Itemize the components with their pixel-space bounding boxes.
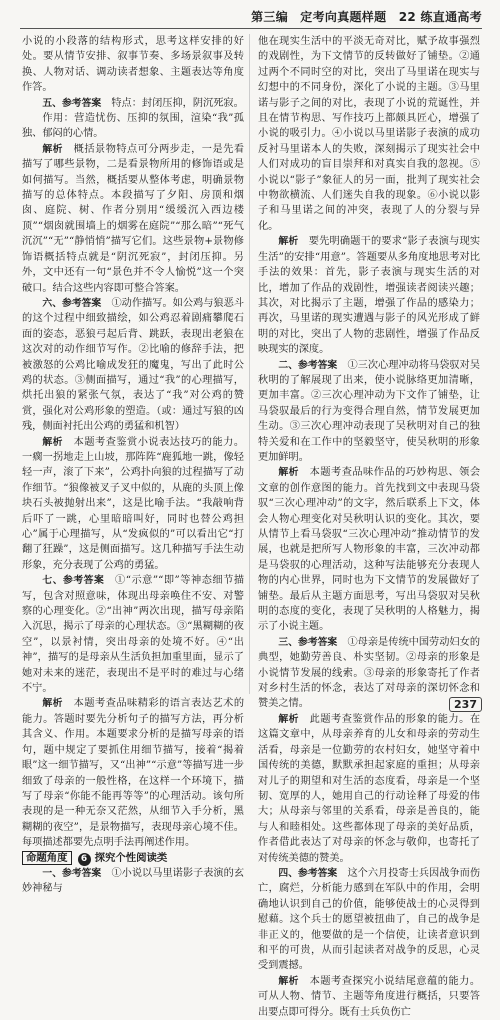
answer-label: 四、参考答案 [278,867,338,879]
analysis-label: 解析 [42,436,63,448]
page-number: 237 [449,697,482,712]
analysis-label: 解析 [42,698,63,710]
answer-paragraph [22,573,244,696]
analysis-label: 解析 [278,236,299,248]
answer-paragraph [258,635,480,712]
answer-paragraph [258,866,480,974]
analysis-paragraph [258,712,480,866]
answer-text: ①三次心理冲动将马袋驭对吴秋明的了解展现了出来，使小说脉络更加清晰，更加丰富。②三次心理冲动为下文作了铺垫，让马袋驭最后的行为变得合理自然，情节发展更加生动。③三次心理冲动表现了吴秋明对自己的独特关爱和在工作中的坚毅坚守，使吴秋明的形象更加鲜明。 [258,359,481,463]
answer-text: ①母亲是传统中国劳动妇女的典型，她勤劳善良、朴实坚韧。②母亲的形象是小说情节发展的线索。③母亲的形象寄托了作者对乡村生活的怀念，表达了对母亲的深切怀念和赞美之情。 [258,636,481,710]
answer-text: 这个六月投寄士兵因战争而伤亡，腐烂，分析能力感到在军队中的作用，会明确地认识到自己的价值，能够使战士的心灵得到慰藉。这个兵士的愿望被扭曲了，自己的战争是非正义的，他要做的是一个信使，让读者意识到和平的可贵，从而引起读者对战争的反思，心灵受到震撼。 [258,867,481,972]
answer-paragraph [22,96,244,111]
analysis-label: 解析 [42,143,63,155]
section-number: 6 [78,853,91,866]
analysis-paragraph [258,974,480,1020]
section-tag: 命题角度 [22,851,72,865]
analysis-paragraph [258,465,480,634]
answer-label: 二、参考答案 [278,359,338,371]
analysis-label: 解析 [278,467,299,479]
page-footer [449,698,482,711]
page-header [20,6,482,29]
analysis-text: 概括景物特点可分两步走，一是先看描写了哪些景物，二是看景物所用的修饰语或是如何描写。当然，概括要从整体考虑，明确景物描写的总体特点。本段描写了夕阳、房顶和烟囱、庭院、树、作者分别用“缓缓沉入西边楼顶”“烟囱就围墙上的烟雾在庭院”“那么暗”“死气沉沉”“无”“静悄悄”描写它们。这些景物+景物修饰语概括特点就是“阴沉死寂”，封闭压抑。另外，文中还有一句“景色并不令人愉悦”这一个突破口。结合这些内容即可整合答案。 [22,143,245,294]
answer-paragraph [258,358,480,466]
paragraph: 小说的小段落的结构形式，思考这样安排的好处。要从情节安排、叙事节奏、多场景叙事及转换、人物对话、调动读者想象、主题表达等角度作答。 [22,36,244,94]
running-title: 第三编 定考向真题样题 22 练直通高考 [251,10,482,24]
left-column [22,34,244,897]
answer-label: 一、参考答案 [42,867,102,879]
paragraph: 作用：营造忧伤、压抑的氛围，渲染“我”孤独、郁闷的心情。 [22,113,244,140]
answer-label: 五、参考答案 [42,97,102,109]
right-column [258,34,480,1020]
analysis-paragraph [22,435,244,574]
section-title: 探究个性阅读类 [94,851,168,864]
analysis-label: 解析 [278,975,299,987]
analysis-label: 解析 [278,713,299,725]
analysis-paragraph [22,142,244,296]
section-heading [22,851,244,866]
answer-label: 七、参考答案 [42,575,105,587]
answer-label: 三、参考答案 [278,636,338,648]
analysis-text: 本题考查品味精彩的语言表达艺术的能力。答题时要先分析句子的描写方法，再分析其含义、作用。本题要求分析的是描写母亲的语句，题中规定了要抓住用细节描写，接着“揭着眼”这一细节描写，又“出神”“示意”等描写进一步细致了母亲的一般性格，在这样一个环境下，描写了母亲“你能不能再等等”的心理活动。该句所表现的是一种无奈又茫然，从细节入手分析，黑糊糊的夜空”，是景物描写，表现母亲心境不佳。每项描述都要先点明手法再阐述作用。 [22,698,245,849]
analysis-text: 此题考查鉴赏作品的形象的能力。在这篇文章中，从母亲养育的儿女和母亲的劳动生活看，母亲是一位勤劳的农村妇女，她坚守着中国传统的美德，默默承担起家庭的重担；从母亲对儿子的期望和对生活的态度看，母亲是一个坚韧、宽厚的人，她用自己的行动诠释了母爱的伟大；从母亲与邻里的关系看，母亲是善良的，能与人和睦相处。这些都体现了母亲的美好品质，作者借此表达了对母亲的怀念与敬仰，也寄托了对传统美德的赞美。 [258,713,481,864]
answer-paragraph [22,866,244,897]
analysis-text: 本题考查品味作品的巧妙构思、领会文章的创作意图的能力。首先找到文中表现马袋驭“三次心理冲动”的文字，然后联系上下文，体会人物心理变化对吴秋明认识的变化。其次，要从情节上看马袋驭“三次心理冲动”推动情节的发展，也就是把所写人物形象的丰富，三次冲动都是马袋驭的心理活动，这种写法能够充分表现人物的内心世界，同时也为下文情节的发展做好了铺垫。最后从主题方面思考，写出马袋驭对吴秋明的态度的变化，表现了吴秋明的人格魅力，揭示了小说主题。 [258,467,481,633]
answer-text: 特点：封闭压抑，阴沉死寂。 [111,97,244,109]
paragraph: 他在现实生活中的平淡无奇对比，赋予故事强烈的戏剧性，为下文情节的反转做好了铺垫。②通过两个不同时空的对比，突出了马里诺在现实与幻想中的不同身份，深化了小说的主题。③马里诺与影子之间的对比，表现了小说的荒诞性，并且在情节构思、写作技巧上都颇具匠心，增强了小说的吸引力。④小说以马里诺影子表演的成功反衬马里诺本人的失败，深刻揭示了现实社会中人们对成功的盲目崇拜和对真实自我的忽视。⑤小说以“影子”象征人的另一面，批判了现实社会中物欲横流、人们迷失自我的现象。⑥小说以影子和马里诺之间的冲突，表现了人的分裂与异化。 [258,36,480,232]
answer-paragraph [22,296,244,435]
answer-text: ①动作描写。如公鸡与狼恶斗的这个过程中细致描绘，如公鸡忍着剧痛攀爬石面的姿态，恶狼弓起后背、跳跃，表现出老狼在这次对的动作细节写作。②比喻的修辞手法，把被激怒的公鸡比喻成发狂的魔鬼，写出了此时公鸡的状态。③侧面描写，通过“我”的心理描写，烘托出狼的紧张气氛，表达了“我”对公鸡的赞赏，强化对公鸡形象的塑造。（或：通过写狼的凶残，侧面衬托出公鸡的勇猛和机智） [22,297,245,433]
answer-text: ①“示意”“即”等神态细节描写，包含对照意味，体现出母亲唤住不安、对警察的心理变化。②“出神”两次出现，描写母亲陷入沉思，揭示了母亲的心理状态。③“黑糊糊的夜空”，以景衬情，突出母亲的处境不好。④“出神”，描写的是母亲从生活负担加重里面，显示了她对未来的迷茫，表现出不是平时的难过与心绪不宁。 [22,575,245,695]
answer-text: ①小说以马里诺影子表演的玄妙神秘与 [22,867,245,895]
analysis-text: 本题考查探究小说结尾意蕴的能力。可从人物、情节、主题等角度进行概括，只要答出要点即可得分。既有士兵负伤亡 [258,975,481,1018]
answer-label: 六、参考答案 [42,297,102,309]
analysis-text: 本题考查鉴赏小说表达技巧的能力。一瘸一拐地走上山坡，那阵阵“鹿狐地一跳，像轻轻一声，滚了下来”，公鸡扑向狼的过程描写了动作细节。“狼像被叉子叉中似的，从鹿的头顶上像块石头被抛射出来”，这是比喻手法。“我敲响背后吓了一跳，心里暗暗叫好，同时也替公鸡担心”属于心理描写，从“发疯似的”可以看出它“打翻了狂躁”，这是侧面描写。这几种描写手法生动形象，充分表现了公鸡的勇猛。 [22,436,245,571]
analysis-text: 要先明确题干的要求“影子表演与现实生活”的安排“用意”。答题要从多角度地思考对比手法的效果：首先，影子表演与现实生活的对比，增加了作品的戏剧性，增强读者阅读兴趣；其次，对比揭示了主题，增强了作品的感染力；再次，马里诺的现实遭遇与影子的风光形成了鲜明的对比，突出了人物的悲剧性，增强了作品反映现实的深度。 [258,236,481,356]
analysis-paragraph [22,696,244,850]
column-divider [249,34,250,694]
analysis-paragraph [258,234,480,357]
